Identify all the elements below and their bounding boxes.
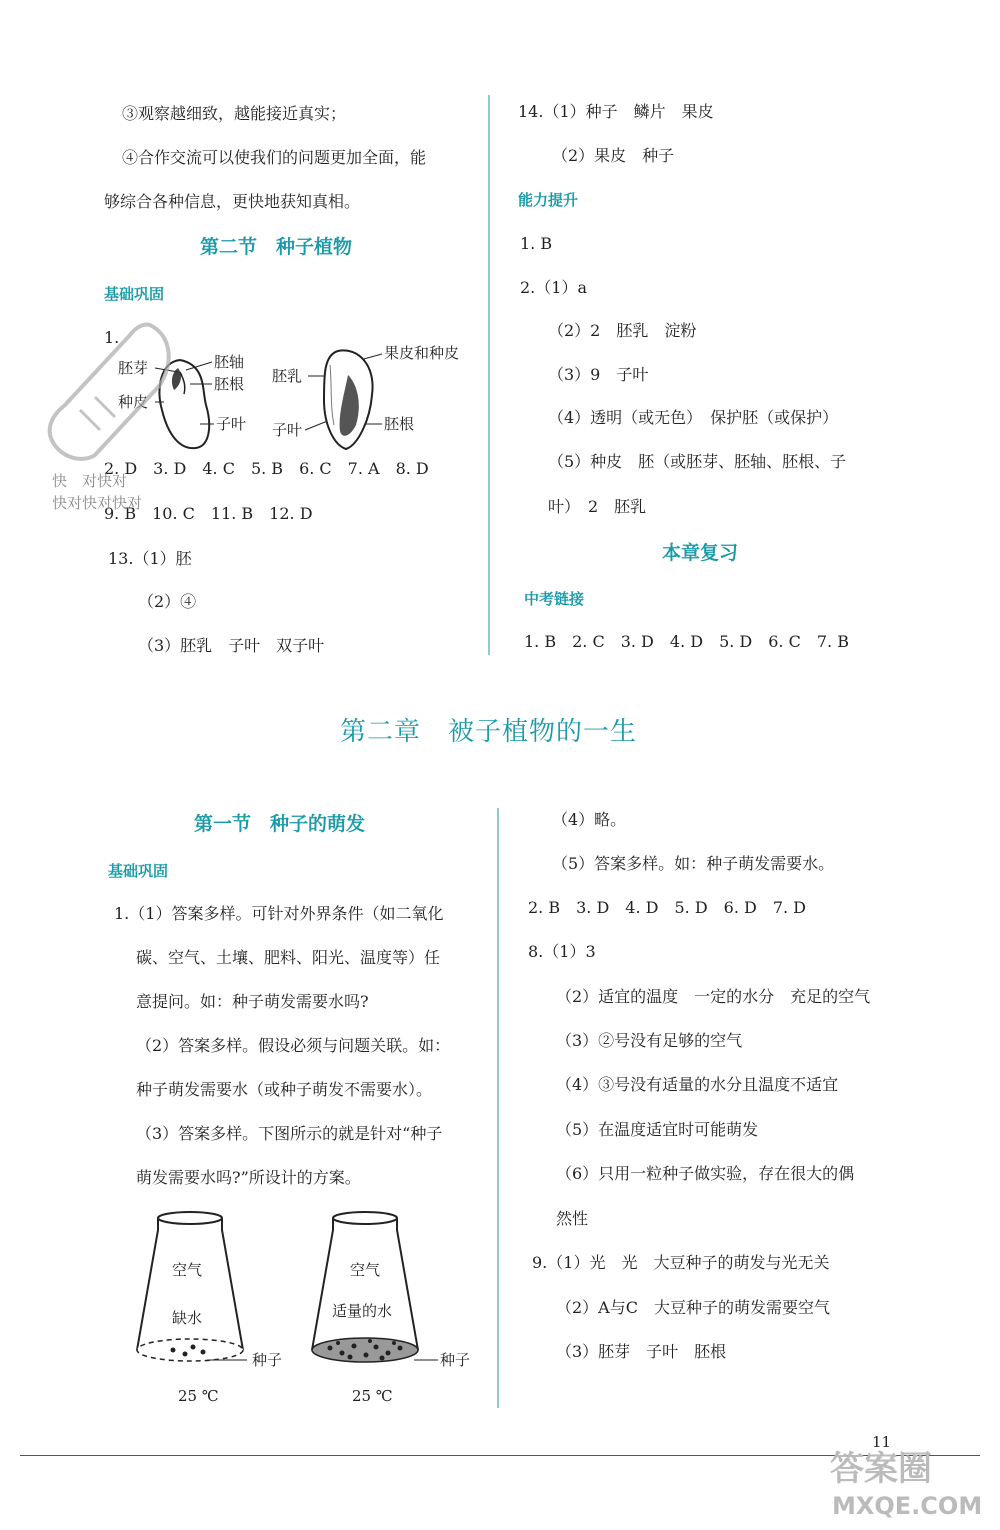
answer-14-1: 14.（1）种子 鳞片 果皮 — [518, 102, 714, 121]
question-1-number: 1. — [104, 328, 120, 347]
germ-right-7: （4）③号没有适量的水分且温度不适宜 — [556, 1075, 839, 1094]
subheading-basic: 基础巩固 — [104, 285, 165, 303]
germ-right-10: 然性 — [556, 1209, 589, 1228]
ability-answer-2-2: （2）2 胚乳 淀粉 — [548, 321, 697, 340]
flask1-air-label: 空气 — [172, 1261, 203, 1279]
label-corn-guo-pi: 果皮和种皮 — [384, 344, 460, 362]
ability-answer-2-4: （4）透明（或无色） 保护胚（或保护） — [548, 408, 839, 427]
watermark-site: MXQE.COM — [832, 1492, 983, 1520]
flask2-seed-label: 种子 — [440, 1351, 471, 1369]
germ-line-3: 意提问。如：种子萌发需要水吗? — [136, 992, 369, 1011]
watermark-carrot-icon — [40, 315, 180, 465]
answer-13-1: 13.（1）胚 — [108, 549, 192, 568]
ability-answer-2-1: 2.（1）a — [520, 278, 587, 297]
chapter-title: 第二章 被子植物的一生 — [340, 717, 638, 747]
germ-right-11: 9.（1）光 光 大豆种子的萌发与光无关 — [532, 1253, 830, 1272]
flask2-water-label: 适量的水 — [332, 1302, 393, 1320]
section-title-germination: 第一节 种子的萌发 — [194, 813, 366, 835]
germ-line-2: 碳、空气、土壤、肥料、阳光、温度等）任 — [136, 948, 441, 967]
text-cooperation-2: 够综合各种信息，更快地获知真相。 — [104, 192, 361, 211]
label-bean-pei-zhou: 胚轴 — [214, 353, 245, 371]
text-observation: ③观察越细致，越能接近真实； — [122, 104, 347, 123]
answers-9-12: 9. B 10. C 11. B 12. D — [104, 504, 313, 523]
germ-right-9: （6）只用一粒种子做实验，存在很大的偶 — [556, 1164, 855, 1183]
flask-water-diagram — [310, 1210, 460, 1370]
germ-right-4: 8.（1）3 — [528, 942, 596, 961]
watermark-text-2: 快对快对快对 — [52, 494, 143, 512]
ability-answer-2-3: （3）9 子叶 — [548, 365, 649, 384]
flask1-temp-label: 25 ℃ — [178, 1387, 219, 1405]
watermark-text-1: 快 对快对 — [52, 472, 128, 490]
germ-right-3: 2. B 3. D 4. D 5. D 6. D 7. D — [528, 898, 807, 917]
flask-dry-diagram — [135, 1210, 285, 1370]
germ-right-12: （2）A与C 大豆种子的萌发需要空气 — [556, 1298, 830, 1317]
label-bean-pei-gen: 胚根 — [214, 375, 245, 393]
subheading-ability: 能力提升 — [518, 191, 579, 209]
subheading-basic-2: 基础巩固 — [108, 862, 169, 880]
section-title-seed-plants: 第二节 种子植物 — [200, 236, 353, 258]
germ-right-1: （4）略。 — [552, 810, 627, 829]
subheading-exam-link: 中考链接 — [524, 590, 585, 608]
page-number: 11 — [872, 1433, 892, 1451]
answer-13-3: （3）胚乳 子叶 双子叶 — [138, 636, 325, 655]
label-bean-zi-ye: 子叶 — [216, 415, 247, 433]
germ-right-5: （2）适宜的温度 一定的水分 充足的空气 — [556, 987, 871, 1006]
germ-line-1: 1.（1）答案多样。可针对外界条件（如二氧化 — [114, 904, 444, 923]
flask1-water-label: 缺水 — [172, 1309, 203, 1327]
flask2-temp-label: 25 ℃ — [352, 1387, 393, 1405]
answer-14-2: （2）果皮 种子 — [552, 146, 675, 165]
flask2-air-label: 空气 — [350, 1261, 381, 1279]
section-title-chapter-review: 本章复习 — [662, 542, 739, 564]
ability-answer-2-5b: 叶） 2 胚乳 — [548, 497, 647, 516]
label-bean-zhong-pi: 种皮 — [118, 393, 149, 411]
ability-answer-2-5: （5）种皮 胚（或胚芽、胚轴、胚根、子 — [548, 452, 847, 471]
corn-grain-diagram — [318, 345, 378, 455]
germ-right-13: （3）胚芽 子叶 胚根 — [556, 1342, 727, 1361]
label-corn-zi-ye: 子叶 — [272, 421, 303, 439]
germ-right-2: （5）答案多样。如：种子萌发需要水。 — [552, 854, 835, 873]
label-bean-pei-ya: 胚芽 — [118, 359, 149, 377]
text-cooperation-1: ④合作交流可以使我们的问题更加全面，能 — [122, 148, 427, 167]
watermark-brand: 答案圈 — [830, 1449, 932, 1489]
answers-2-8: 2. D 3. D 4. C 5. B 6. C 7. A 8. D — [104, 459, 429, 478]
flask1-seed-label: 种子 — [252, 1351, 283, 1369]
germ-line-7: 萌发需要水吗?”所设计的方案。 — [136, 1168, 361, 1187]
germ-line-6: （3）答案多样。下图所示的就是针对“种子 — [136, 1124, 443, 1143]
germ-line-4: （2）答案多样。假设必须与问题关联。如： — [136, 1036, 451, 1055]
label-corn-pei-ru: 胚乳 — [272, 367, 303, 385]
label-corn-pei-gen: 胚根 — [384, 415, 415, 433]
review-answers: 1. B 2. C 3. D 4. D 5. D 6. C 7. B — [524, 632, 849, 651]
germ-line-5: 种子萌发需要水（或种子萌发不需要水）。 — [136, 1080, 433, 1099]
ability-answer-1: 1. B — [520, 234, 553, 253]
answer-13-2: （2）④ — [138, 592, 197, 611]
germ-right-8: （5）在温度适宜时可能萌发 — [556, 1120, 759, 1139]
germ-right-6: （3）②号没有足够的空气 — [556, 1031, 743, 1050]
